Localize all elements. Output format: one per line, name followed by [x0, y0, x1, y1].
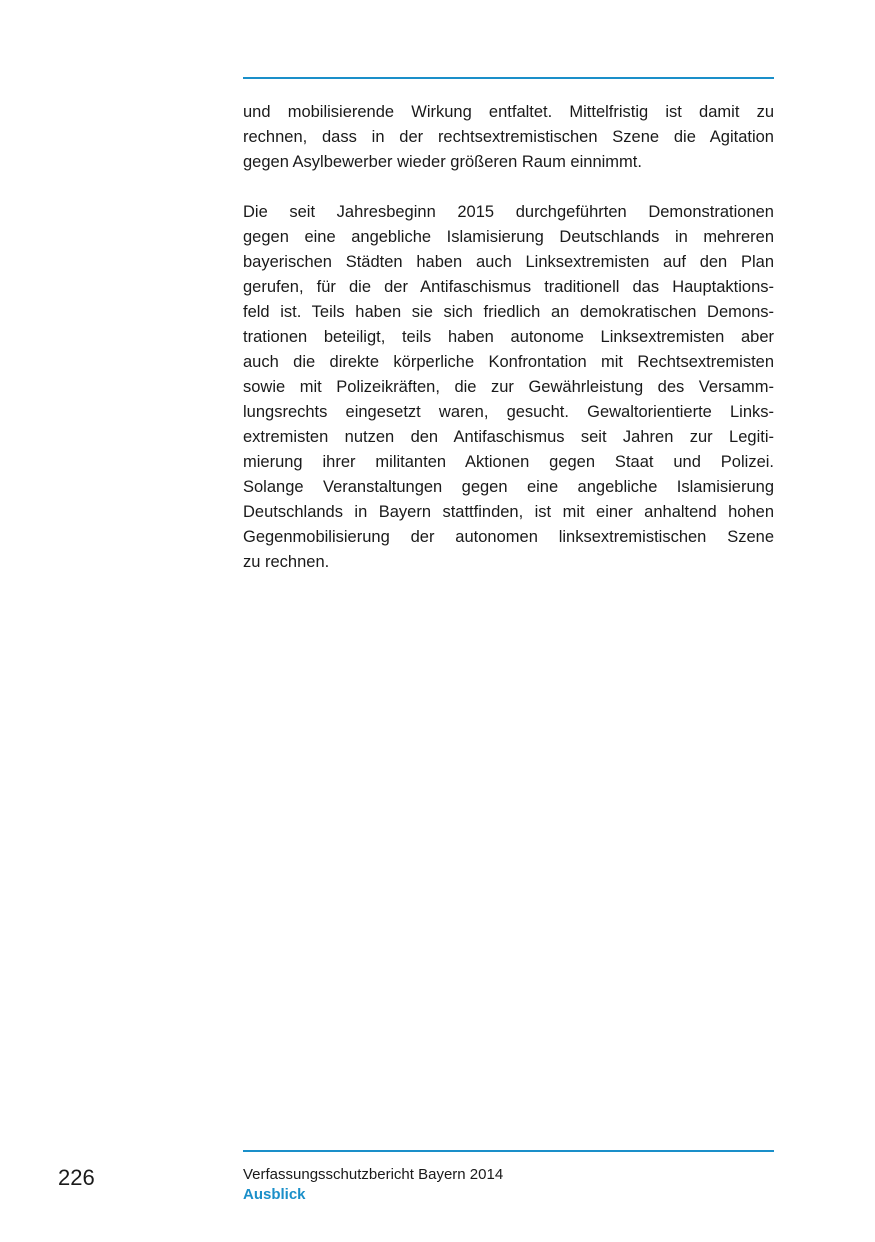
text-line: bayerischen Städten haben auch Linksextremisten auf den Plan: [243, 253, 774, 271]
text-line: auch die direkte körperliche Konfrontation mit Rechtsextremisten: [243, 353, 774, 371]
text-line: feld ist. Teils haben sie sich friedlich an demokratischen Demons-: [243, 303, 774, 321]
text-line: gerufen, für die der Antifaschismus traditionell das Hauptaktions-: [243, 278, 774, 296]
text-line: extremisten nutzen den Antifaschismus seit Jahren zur Legiti-: [243, 428, 774, 446]
text-line: mierung ihrer militanten Aktionen gegen Staat und Polizei.: [243, 453, 774, 471]
body-text: [243, 100, 774, 575]
section-title: Ausblick: [243, 1186, 306, 1203]
publication-title: Verfassungsschutzbericht Bayern 2014: [243, 1166, 504, 1183]
text-line: Solange Veranstaltungen gegen eine angebliche Islamisierung: [243, 478, 774, 496]
footer-divider: [243, 1150, 774, 1152]
text-line: sowie mit Polizeikräften, die zur Gewährleistung des Versamm-: [243, 378, 774, 396]
text-line: trationen beteiligt, teils haben autonome Linksextremisten aber: [243, 328, 774, 346]
paragraph-2: [243, 200, 774, 575]
text-line: und mobilisierende Wirkung entfaltet. Mittelfristig ist damit zu: [243, 103, 774, 121]
paragraph-1: [243, 100, 774, 175]
text-line: rechnen, dass in der rechtsextremistischen Szene die Agitation: [243, 128, 774, 146]
page-number: 226: [58, 1165, 95, 1190]
text-line: Deutschlands in Bayern stattfinden, ist mit einer anhaltend hohen: [243, 503, 774, 521]
text-line: lungsrechts eingesetzt waren, gesucht. Gewaltorientierte Links-: [243, 403, 774, 421]
top-divider: [243, 77, 774, 79]
text-line: gegen eine angebliche Islamisierung Deutschlands in mehreren: [243, 228, 774, 246]
text-line: zu rechnen.: [243, 553, 330, 571]
text-line: Die seit Jahresbeginn 2015 durchgeführten Demonstrationen: [243, 203, 774, 221]
text-line: Gegenmobilisierung der autonomen linksextremistischen Szene: [243, 528, 774, 546]
text-line: gegen Asylbewerber wieder größeren Raum einnimmt.: [243, 153, 642, 171]
